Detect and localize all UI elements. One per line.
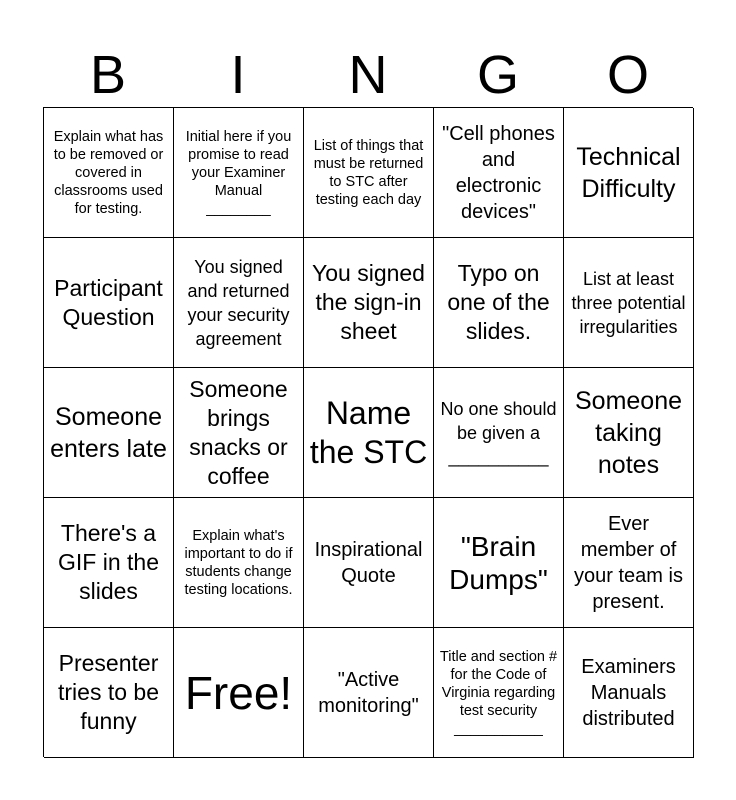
- cell-text: "Brain Dumps": [449, 530, 548, 595]
- bingo-cell[interactable]: [174, 238, 304, 368]
- bingo-cell[interactable]: [434, 368, 564, 498]
- bingo-cell[interactable]: [44, 238, 174, 368]
- bingo-cell[interactable]: [434, 498, 564, 628]
- bingo-cell[interactable]: [44, 368, 174, 498]
- bingo-cell[interactable]: [564, 498, 694, 628]
- header-letter-i: I: [230, 45, 246, 105]
- bingo-cell[interactable]: [304, 498, 434, 628]
- cell-text: Presenter tries to be funny: [58, 650, 159, 734]
- bingo-cell[interactable]: [174, 498, 304, 628]
- bingo-cell[interactable]: [304, 238, 434, 368]
- bingo-cell[interactable]: [434, 628, 564, 758]
- cell-text: You signed and returned your security agreement: [187, 256, 290, 349]
- cell-text: Examiners Manuals distributed: [581, 655, 676, 730]
- cell-text: Technical Difficulty: [576, 142, 681, 203]
- bingo-header: [43, 44, 693, 106]
- cell-text: Typo on one of the slides.: [447, 260, 550, 344]
- cell-text: No one should be given a __________: [440, 398, 557, 467]
- cell-text: Participant Question: [54, 274, 163, 330]
- header-letter-g: G: [476, 45, 519, 105]
- cell-text: You signed the sign-in sheet: [312, 260, 425, 344]
- bingo-cell[interactable]: [434, 108, 564, 238]
- bingo-cell[interactable]: [44, 628, 174, 758]
- bingo-card-grid: [43, 107, 693, 757]
- bingo-cell[interactable]: [44, 498, 174, 628]
- cell-text: "Cell phones and electronic devices": [442, 122, 555, 223]
- cell-text: List at least three potential irregularities: [571, 268, 686, 337]
- bingo-cell[interactable]: [174, 368, 304, 498]
- cell-text: Title and section # for the Code of Virginia regarding test security ___________: [439, 648, 558, 737]
- cell-text: Inspirational Quote: [314, 538, 423, 587]
- cell-text: Explain what's important to do if students change testing locations.: [184, 527, 293, 598]
- bingo-cell[interactable]: [434, 238, 564, 368]
- free-space-text: Free!: [184, 666, 293, 719]
- bingo-cell[interactable]: [564, 368, 694, 498]
- bingo-cell[interactable]: [304, 108, 434, 238]
- cell-text: Ever member of your team is present.: [574, 512, 683, 613]
- cell-text: Someone enters late: [50, 402, 167, 463]
- bingo-cell[interactable]: [564, 238, 694, 368]
- cell-text: Initial here if you promise to read your Examiner Manual ________: [185, 128, 292, 217]
- bingo-cell[interactable]: [44, 108, 174, 238]
- cell-text: "Active monitoring": [318, 668, 419, 717]
- cell-text: Name the STC: [309, 394, 428, 470]
- cell-text: Someone brings snacks or coffee: [189, 375, 288, 489]
- cell-text: Someone taking notes: [574, 386, 683, 479]
- cell-text: List of things that must be returned to STC after testing each day: [313, 137, 424, 208]
- bingo-cell[interactable]: [564, 108, 694, 238]
- bingo-cell[interactable]: [174, 108, 304, 238]
- bingo-cell[interactable]: [564, 628, 694, 758]
- bingo-cell-free[interactable]: [174, 628, 304, 758]
- header-letter-b: B: [89, 45, 127, 105]
- header-letter-o: O: [606, 45, 649, 105]
- cell-text: There's a GIF in the slides: [58, 520, 159, 604]
- bingo-cell[interactable]: [304, 628, 434, 758]
- cell-text: Explain what has to be removed or covered in classrooms used for testing.: [53, 128, 164, 217]
- bingo-cell[interactable]: [304, 368, 434, 498]
- header-letter-n: N: [348, 45, 388, 105]
